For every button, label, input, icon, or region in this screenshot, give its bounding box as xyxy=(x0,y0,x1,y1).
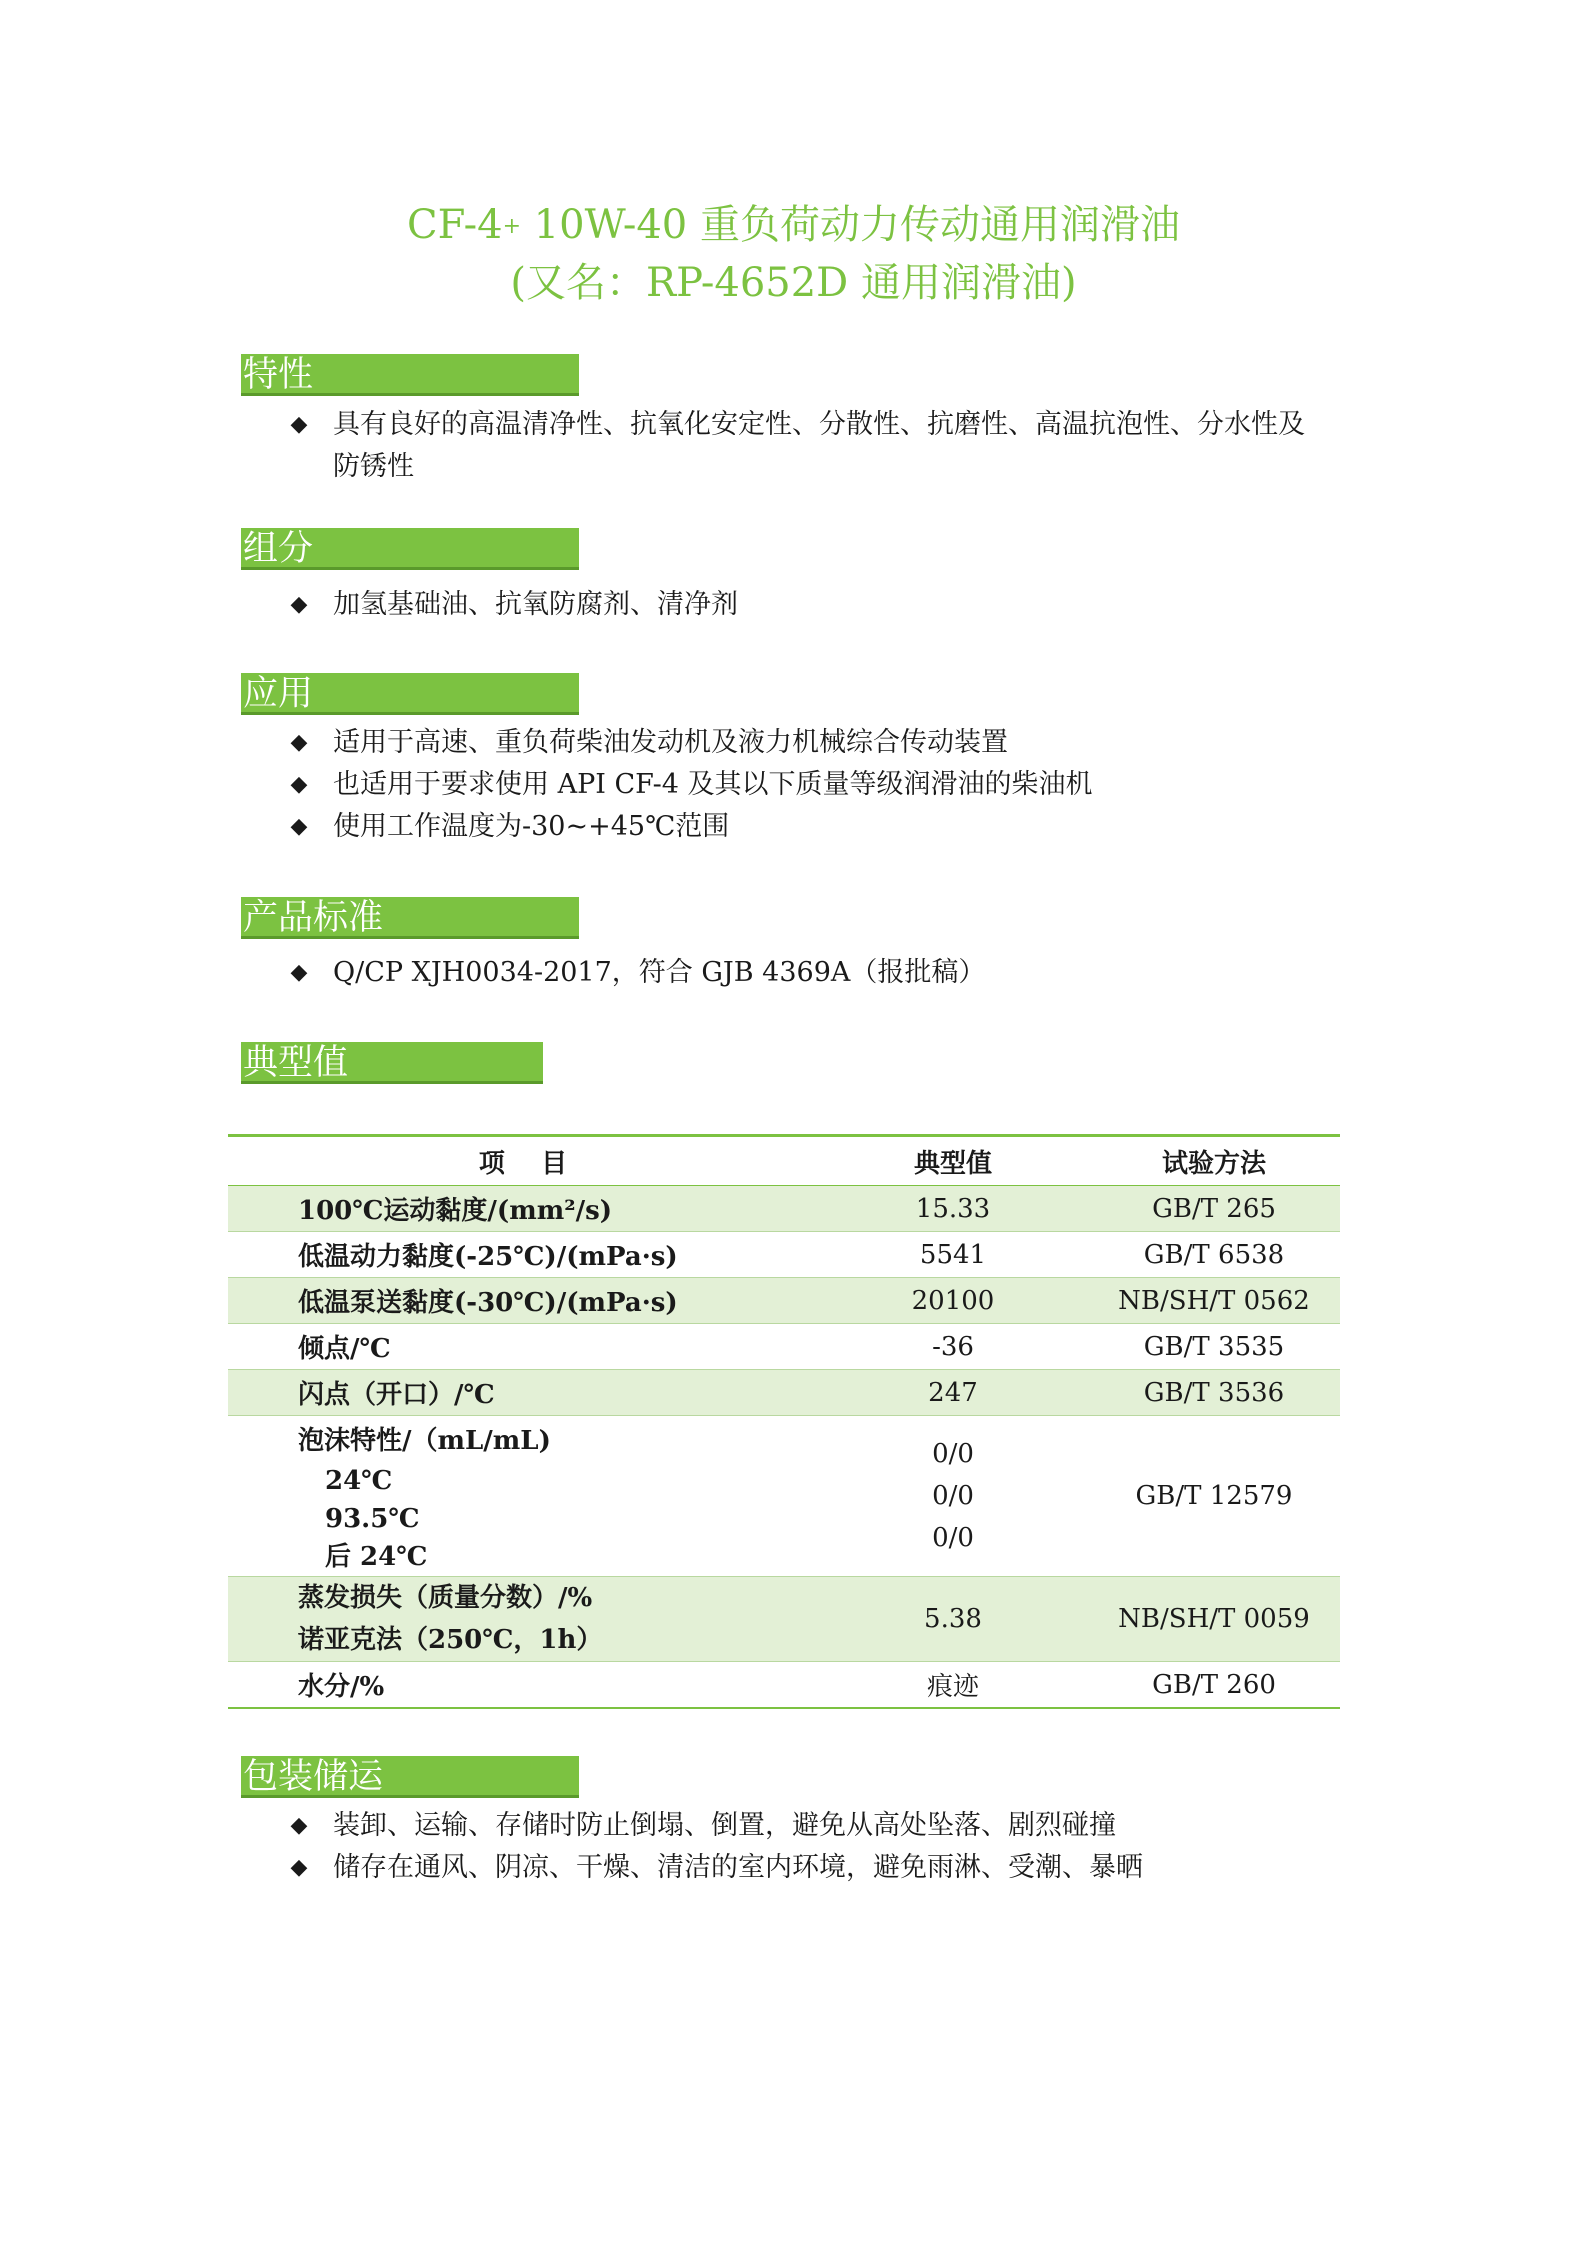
diamond-bullet-icon: ◆ xyxy=(290,592,308,617)
list-item-text: 具有良好的高温清净性、抗氧化安定性、分散性、抗磨性、高温抗泡性、分水性及 xyxy=(333,409,1305,440)
cell-method: NB/SH/T 0562 xyxy=(1088,1278,1340,1324)
typical-values-table xyxy=(228,1134,1340,1709)
table-row xyxy=(228,1232,1340,1278)
section-heading-label: 产品标准 xyxy=(243,898,384,938)
foam-sub-label: 后 24℃ xyxy=(325,1542,428,1572)
cell-value: 5541 xyxy=(818,1232,1088,1278)
section-heading-packaging xyxy=(241,1756,579,1798)
cell-value: 247 xyxy=(818,1370,1088,1416)
section-heading-features xyxy=(241,354,579,396)
list-item-text: 防锈性 xyxy=(333,451,414,482)
cell-value: 痕迹 xyxy=(818,1662,1088,1709)
table-row xyxy=(228,1186,1340,1232)
cell-method: GB/T 3536 xyxy=(1088,1370,1340,1416)
list-item-text: 使用工作温度为-30~+45℃范围 xyxy=(333,811,730,842)
cell-value: 15.33 xyxy=(818,1186,1088,1232)
cell-item: 低温动力黏度(-25℃)/(mPa·s) xyxy=(228,1232,818,1278)
document-title-line2: (又名：RP-4652D 通用润滑油) xyxy=(510,260,1077,306)
list-item-text: 适用于高速、重负荷柴油发动机及液力机械综合传动装置 xyxy=(333,727,1008,758)
foam-sub-label: 93.5℃ xyxy=(325,1504,420,1534)
table-row xyxy=(228,1324,1340,1370)
table-row xyxy=(228,1662,1340,1709)
diamond-bullet-icon: ◆ xyxy=(290,1855,308,1880)
foam-value: 0/0 xyxy=(932,1439,974,1469)
table-row-evaporation xyxy=(228,1577,1340,1662)
cell-method: GB/T 6538 xyxy=(1088,1232,1340,1278)
evap-item-line1: 蒸发损失（质量分数）/% xyxy=(298,1583,593,1613)
cell-value: 20100 xyxy=(818,1278,1088,1324)
diamond-bullet-icon: ◆ xyxy=(290,960,308,985)
cell-method: GB/T 260 xyxy=(1088,1662,1340,1709)
section-heading-typical-values xyxy=(241,1042,543,1084)
section-heading-label: 组分 xyxy=(243,529,314,569)
foam-sub-label: 24℃ xyxy=(325,1466,393,1496)
column-header-value: 典型值 xyxy=(818,1136,1088,1186)
cell-item: 倾点/℃ xyxy=(228,1324,818,1370)
diamond-bullet-icon: ◆ xyxy=(290,814,308,839)
column-header-method: 试验方法 xyxy=(1088,1136,1340,1186)
cell-item xyxy=(228,1577,818,1662)
foam-item-label: 泡沫特性/（mL/mL) xyxy=(298,1426,551,1456)
cell-item: 闪点（开口）/℃ xyxy=(228,1370,818,1416)
title-rest: 10W-40 重负荷动力传动通用润滑油 xyxy=(521,202,1180,248)
cell-item: 100℃运动黏度/(mm²/s) xyxy=(228,1186,818,1232)
cell-item: 水分/% xyxy=(228,1662,818,1709)
cell-value: -36 xyxy=(818,1324,1088,1370)
section-heading-label: 典型值 xyxy=(243,1043,349,1083)
cell-value: 5.38 xyxy=(818,1577,1088,1662)
cell-item xyxy=(228,1416,818,1577)
section-heading-label: 包装储运 xyxy=(243,1757,384,1797)
table-row xyxy=(228,1278,1340,1324)
document-title-line1 xyxy=(0,196,1587,254)
section-heading-label: 特性 xyxy=(243,355,314,395)
section-heading-composition xyxy=(241,528,579,570)
table-row xyxy=(228,1370,1340,1416)
foam-value: 0/0 xyxy=(932,1523,974,1553)
cell-method: GB/T 265 xyxy=(1088,1186,1340,1232)
diamond-bullet-icon: ◆ xyxy=(290,730,308,755)
list-item-text: 装卸、运输、存储时防止倒塌、倒置，避免从高处坠落、剧烈碰撞 xyxy=(333,1810,1116,1841)
cell-method: NB/SH/T 0059 xyxy=(1088,1577,1340,1662)
section-heading-application xyxy=(241,673,579,715)
column-header-item: 项 目 xyxy=(228,1136,818,1186)
evap-item-line2: 诺亚克法（250℃，1h） xyxy=(298,1625,603,1655)
cell-method: GB/T 3535 xyxy=(1088,1324,1340,1370)
title-superscript: + xyxy=(502,214,521,239)
list-item-text: 也适用于要求使用 API CF-4 及其以下质量等级润滑油的柴油机 xyxy=(333,769,1093,800)
section-heading-label: 应用 xyxy=(243,674,314,714)
foam-value: 0/0 xyxy=(932,1481,974,1511)
cell-value xyxy=(818,1416,1088,1577)
diamond-bullet-icon: ◆ xyxy=(290,412,308,437)
table-header-row xyxy=(228,1136,1340,1186)
cell-method: GB/T 12579 xyxy=(1088,1416,1340,1577)
list-item-text: Q/CP XJH0034-2017，符合 GJB 4369A（报批稿） xyxy=(333,957,986,988)
diamond-bullet-icon: ◆ xyxy=(290,1813,308,1838)
table-row-foam xyxy=(228,1416,1340,1577)
list-item-text: 加氢基础油、抗氧防腐剂、清净剂 xyxy=(333,589,738,620)
diamond-bullet-icon: ◆ xyxy=(290,772,308,797)
cell-item: 低温泵送黏度(-30℃)/(mPa·s) xyxy=(228,1278,818,1324)
list-item-text: 储存在通风、阴凉、干燥、清洁的室内环境，避免雨淋、受潮、暴晒 xyxy=(333,1852,1143,1883)
section-heading-standard xyxy=(241,897,579,939)
title-prefix: CF-4 xyxy=(407,202,503,248)
